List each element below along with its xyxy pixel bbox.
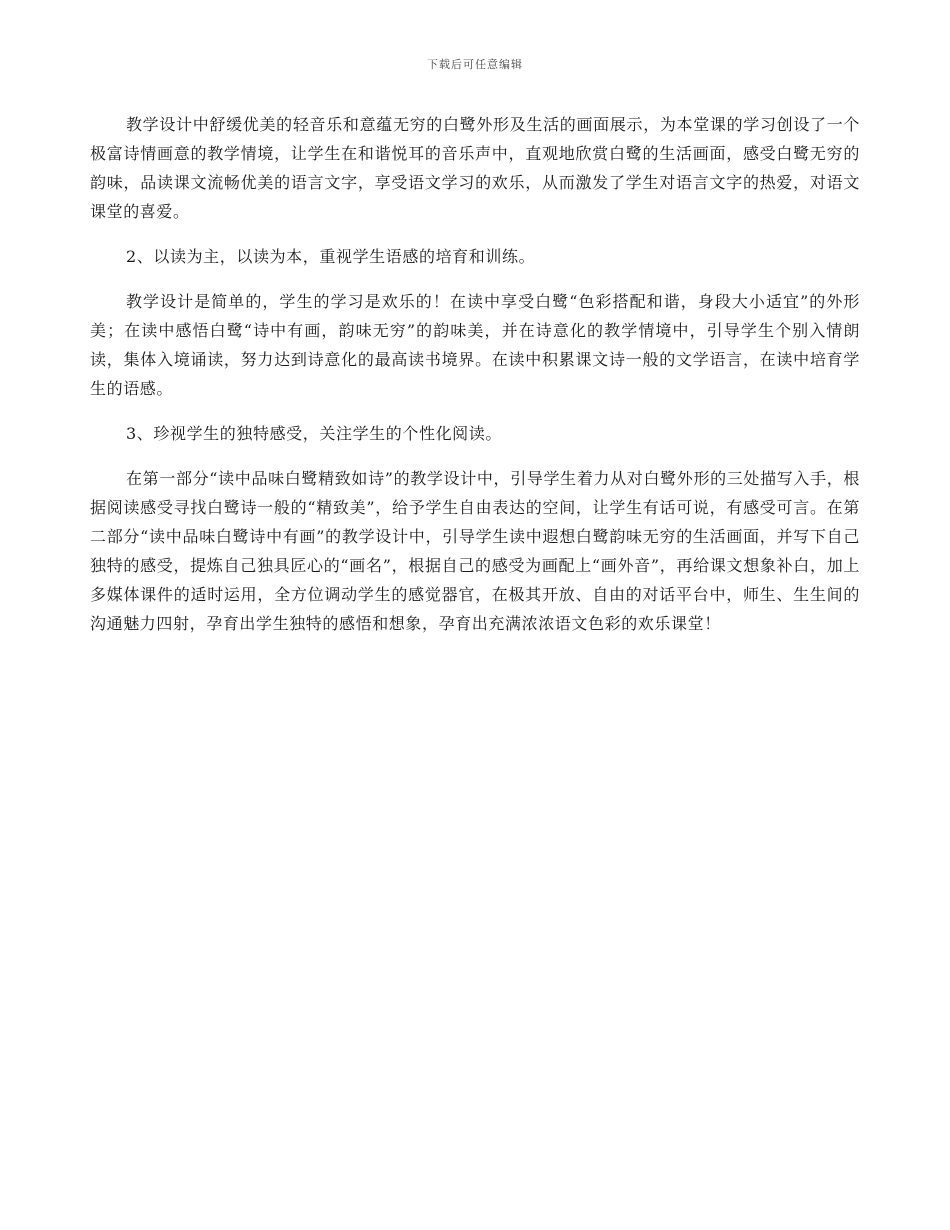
paragraph-personalized-reading: 在第一部分“读中品味白鹭精致如诗”的教学设计中，引导学生着力从对白鹭外形的三处描写入手，根据阅读感受寻找白鹭诗一般的“精致美”，给予学生自由表达的空间，让学生有话可说，有感受可言。在第二部分“读中品味白鹭诗中有画”的教学设计中，引导学生读中遐想白鹭韵味无穷的生活画面，并写下自己独特的感受，提炼自己独具匠心的“画名”，根据自己的感受为画配上“画外音”，再给课文想象补白，加上多媒体课件的适时运用，全方位调动学生的感觉器官，在极其开放、自由的对话平台中，师生、生生间的沟通魅力四射，孕育出学生独特的感悟和想象，孕育出充满浓浓语文色彩的欢乐课堂！ [90,469,860,633]
document-body [90,110,860,654]
section-heading-2: 2、以读为主，以读为本，重视学生语感的培育和训练。 [126,247,536,266]
section-heading-3: 3、珍视学生的独特感受，关注学生的个性化阅读。 [126,424,502,443]
paragraph-reading: 教学设计是简单的，学生的学习是欢乐的！在读中享受白鹭“色彩搭配和谐，身段大小适宜”的外形美；在读中感悟白鹭“诗中有画，韵味无穷”的韵味美，并在诗意化的教学情境中，引导学生个别入情朗读，集体入境诵读，努力达到诗意化的最高读书境界。在读中积累课文诗一般的文学语言，在读中培育学生的语感。 [90,292,860,398]
page-header: 下载后可任意编辑 [427,58,523,71]
paragraph-intro: 教学设计中舒缓优美的轻音乐和意蕴无穷的白鹭外形及生活的画面展示，为本堂课的学习创设了一个极富诗情画意的教学情境，让学生在和谐悦耳的音乐声中，直观地欣赏白鹭的生活画面，感受白鹭无穷的韵味，品读课文流畅优美的语言文字，享受语文学习的欢乐，从而激发了学生对语言文字的热爱，对语文课堂的喜爱。 [90,115,860,221]
